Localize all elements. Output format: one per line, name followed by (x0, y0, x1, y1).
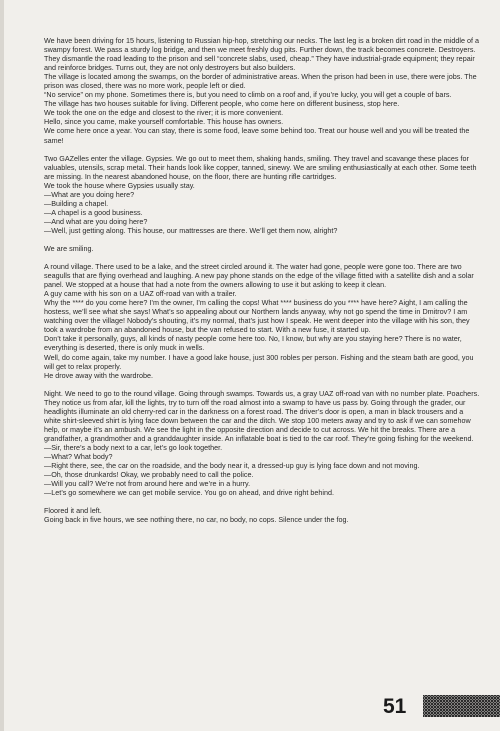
paragraph: We took the house where Gypsies usually stay. (44, 180, 195, 190)
paragraph: —Well, just getting along. This house, our mattresses are there. We’ll get them now, alright? (44, 225, 338, 235)
paragraph: The village is located among the swamps, on the border of administrative areas. When the prison had been in use, there were jobs. The prison was closed, there was no more work, people left or died. (44, 72, 477, 91)
paragraph-gap (44, 253, 480, 262)
paragraph-gap (44, 145, 480, 154)
paragraph: We come here once a year. You can stay, there is some food, leave some behind too. Treat our house well and you will be treated the same! (44, 126, 470, 145)
paragraph: —Oh, those drunkards! Okay, we probably need to call the police. (44, 470, 254, 480)
paragraph: A round village. There used to be a lake, and the street circled around it. The water had gone, people were gone too. There are two seagulls that are flying overhead and laughing. A new pay phone stands on the edge of the village fitted with a satellite dish and a solar panel. We stopped at a house that had a note from the owners allowing to use it but asking to keep it clean. (44, 262, 474, 290)
paragraph: Night. We need to go to the round village. Going through swamps. Towards us, a gray UAZ off-road van with no number plate. Poachers. They notice us from afar, kill the lights, try to turn off the road almost into a swamp to have us pass by. Going through the grader, our headlights illuminate an old cherry-red car in the darkness on a forest road. The driver’s door is open, a man in black trousers and a white shirt-sleeved shirt is lying face down between the car and the ditch. We stop 100 meters away and try to ask if we can somehow help, or maybe it’s an ambush. We see the light in the opposite direction and decide to cut across. We hit the breaks. There are a grandfather, a grandmother and a granddaughter inside. An inflatable boat is tied to the car roof. They’re going fishing for the weekend. (44, 388, 480, 443)
paragraph: —What? What body? (44, 451, 113, 461)
paragraph-gap (44, 235, 480, 244)
body-text (44, 36, 480, 524)
paragraph: —What are you doing here? (44, 189, 135, 199)
paragraph: —And what are you doing here? (44, 216, 148, 226)
paragraph: —Sir, there’s a body next to a car, let’s go look together. (44, 442, 223, 452)
paragraph: Two GAZelles enter the village. Gypsies. We go out to meet them, shaking hands, smiling. They travel and scavange these places for valuables, utensils, scrap metal. Their hands look like copper, tanned, sinewy. We are smiling enthusiastically at each other. Some teeth are missing. In the nearest abandoned house, on the floor, there are hunting rifle cartridges. (44, 153, 477, 181)
paragraph: —A chapel is a good business. (44, 207, 143, 217)
paragraph: A guy came with his son on a UAZ off-road van with a trailer. (44, 289, 237, 299)
paragraph: We took the one on the edge and closest to the river; it is more convenient. (44, 108, 284, 118)
halftone-pattern-overlay (423, 695, 500, 717)
paragraph: —Will you call? We’re not from around here and we’re in a hurry. (44, 479, 251, 489)
paragraph: Hello, since you came, make yourself comfortable. This house has owners. (44, 117, 284, 127)
paragraph: —Building a chapel. (44, 198, 109, 208)
paragraph: He drove away with the wardrobe. (44, 370, 153, 380)
page-gutter (0, 0, 4, 731)
paragraph-gap (44, 380, 480, 389)
paragraph-gap (44, 497, 480, 506)
paragraph: Don’t take it personally, guys, all kinds of nasty people come here too. No, I know, but why are you staying here? There is no water, everything is deserted, there is only muck in wells. (44, 334, 462, 353)
paragraph: “No service” on my phone. Sometimes there is, but you need to climb on a roof and, if you’re lucky, you will get a couple of bars. (44, 90, 452, 100)
paragraph: —Let’s go somewhere we can get mobile service. You go on ahead, and drive right behind. (44, 488, 335, 498)
page-number: 51 (383, 695, 407, 718)
paragraph: We are smiling. (44, 243, 94, 253)
paragraph: Why the **** do you come here? I’m the owner, I’m calling the cops! What **** business do you **** have here? Aight, I am calling the hostess, we’ll see what she says! What’s so appealing about our Northern lands anyway, why not go spend the time in Dmitrov? I am watching over the village! Nobody’s shouting, it’s my normal, that’s just how I speak. He went deeper into the village with his son, they took a wardrobe from an abandoned house, but the van refused to start. With a new fuse, it started up. (44, 298, 470, 335)
paragraph: —Right there, see, the car on the roadside, and the body near it, a dressed-up guy is lying face down and not moving. (44, 461, 420, 471)
paragraph: We have been driving for 15 hours, listening to Russian hip-hop, stretching our necks. The last leg is a broken dirt road in the middle of a swampy forest. We pass a sturdy log bridge, and then we meet freshly dug pits. Further down, the track becomes concrete. Destroyers. They dismantle the road leading to the prison and sell “concrete slabs, used, cheap.” They have industrial-grade equipment; they repair and reinforce bridges. Turns out, they are not only destroyers but also builders. (44, 36, 480, 73)
paragraph: Floored it and left. (44, 506, 102, 516)
paragraph: The village has two houses suitable for living. Different people, who come here on different business, stop here. (44, 99, 400, 109)
paragraph: Going back in five hours, we see nothing there, no car, no body, no cops. Silence under the fog. (44, 515, 349, 525)
paragraph: Well, do come again, take my number. I have a good lake house, just 300 robles per person. Fishing and the steam bath are good, you will get to relax properly. (44, 352, 474, 371)
